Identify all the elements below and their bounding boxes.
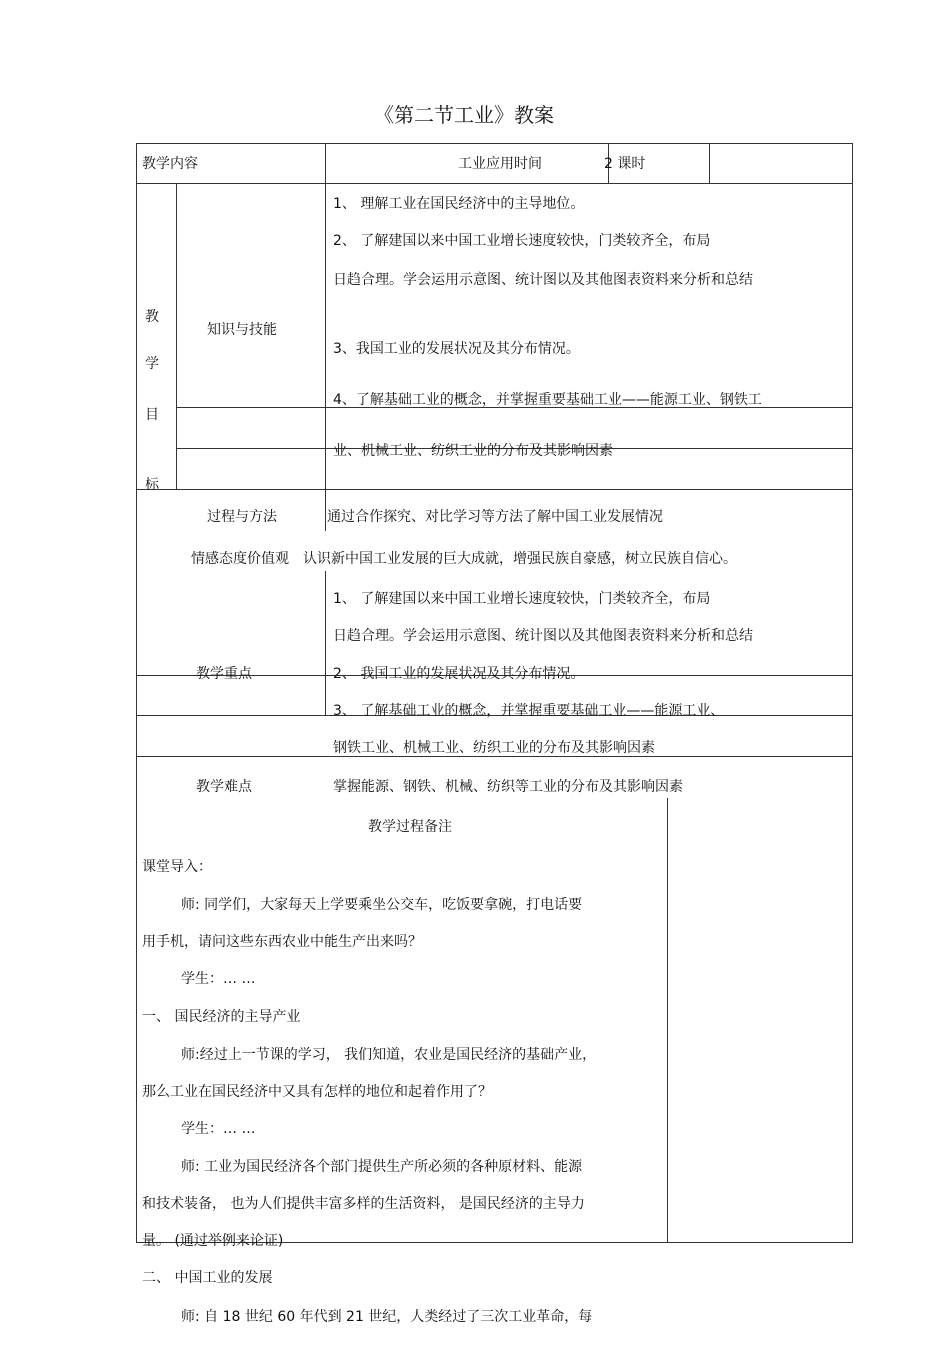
process-text: 通过合作探究、对比学习等方法了解中国工业发展情况 bbox=[327, 509, 663, 525]
hours-value: 2 课时 bbox=[604, 156, 646, 172]
objective-side-char: 学 bbox=[145, 356, 159, 372]
attitude-text: 认识新中国工业发展的巨大成就，增强民族自豪感，树立民族自信心。 bbox=[303, 551, 737, 567]
section-heading: 二、 中国工业的发展 bbox=[142, 1270, 273, 1286]
section-heading: 一、 国民经济的主导产业 bbox=[142, 1009, 301, 1025]
knowledge-label: 知识与技能 bbox=[207, 322, 277, 338]
key-point-line: 钢铁工业、机械工业、纺织工业的分布及其影响因素 bbox=[333, 740, 655, 756]
body-line: 学生：… … bbox=[181, 1121, 256, 1137]
objective-line: 4、了解基础工业的概念，并掌握重要基础工业——能源工业、钢铁工 bbox=[333, 392, 762, 408]
difficulty-text: 掌握能源、钢铁、机械、纺织等工业的分布及其影响因素 bbox=[333, 779, 683, 795]
key-point-line: 日趋合理。学会运用示意图、统计图以及其他图表资料来分析和总结 bbox=[333, 628, 753, 644]
attitude-label: 情感态度价值观 bbox=[191, 551, 289, 567]
body-line: 师: 同学们，大家每天上学要乘坐公交车，吃饭要拿碗，打电话要 bbox=[181, 897, 583, 913]
process-label: 过程与方法 bbox=[207, 509, 277, 525]
process-header: 教学过程备注 bbox=[368, 819, 452, 835]
objective-side-char: 标 bbox=[145, 477, 159, 493]
body-line: 师:经过上一节课的学习， 我们知道，农业是国民经济的基础产业， bbox=[181, 1047, 597, 1063]
body-line: 学生：… … bbox=[181, 971, 256, 987]
body-line: 和技术装备， 也为人们提供丰富多样的生活资料， 是国民经济的主导力 bbox=[142, 1196, 585, 1212]
industry-label: 工业 bbox=[458, 156, 486, 172]
difficulty-label: 教学难点 bbox=[196, 779, 252, 795]
objective-line: 日趋合理。学会运用示意图、统计图以及其他图表资料来分析和总结 bbox=[333, 272, 753, 288]
objective-line: 业、机械工业、纺织工业的分布及其影响因素 bbox=[333, 443, 613, 459]
body-line: 课堂导入： bbox=[142, 859, 212, 875]
time-label: 应用时间 bbox=[486, 156, 542, 172]
key-points-label: 教学重点 bbox=[196, 666, 252, 682]
objective-line: 3、我国工业的发展状况及其分布情况。 bbox=[333, 341, 580, 357]
body-line: 量。 (通过举例来论证) bbox=[142, 1233, 284, 1249]
body-line: 师: 工业为国民经济各个部门提供生产所必须的各种原材料、能源 bbox=[181, 1159, 583, 1175]
content-label: 教学内容 bbox=[142, 156, 198, 172]
key-point-line: 3、 了解基础工业的概念，并掌握重要基础工业——能源工业、 bbox=[333, 703, 725, 719]
objective-line: 1、 理解工业在国民经济中的主导地位。 bbox=[333, 196, 585, 212]
key-point-line: 1、 了解建国以来中国工业增长速度较快，门类较齐全，布局 bbox=[333, 591, 711, 607]
objective-side-char: 教 bbox=[145, 309, 159, 325]
body-line: 师: 自 18 世纪 60 年代到 21 世纪，人类经过了三次工业革命，每 bbox=[181, 1309, 593, 1325]
objective-side-char: 目 bbox=[145, 407, 159, 423]
body-line: 用手机，请问这些东西农业中能生产出来吗？ bbox=[142, 934, 422, 950]
body-line: 那么工业在国民经济中又具有怎样的地位和起着作用了？ bbox=[142, 1084, 492, 1100]
page-title: 《第二节工业》教案 bbox=[374, 103, 554, 127]
objective-line: 2、 了解建国以来中国工业增长速度较快，门类较齐全，布局 bbox=[333, 233, 711, 249]
key-point-line: 2、 我国工业的发展状况及其分布情况。 bbox=[333, 666, 585, 682]
